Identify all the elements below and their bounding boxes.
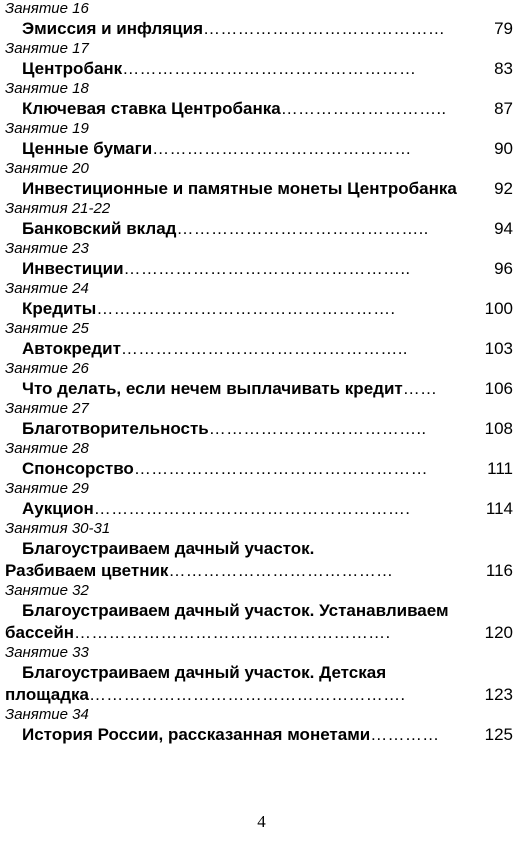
toc-line [0, 684, 523, 706]
toc-entry [0, 240, 523, 280]
toc-title [22, 662, 386, 684]
toc-title-text: Что делать, если нечем выплачивать кредит [22, 379, 403, 398]
lesson-label: Занятие 25 [5, 320, 89, 337]
toc-title-text: Центробанк [22, 59, 123, 78]
toc-line [0, 18, 523, 40]
toc-entry [0, 520, 523, 582]
toc-title [5, 684, 405, 706]
toc-title [22, 378, 437, 400]
toc-page-number: 106 [484, 379, 513, 398]
toc-line [0, 418, 523, 440]
lesson-label: Занятие 16 [5, 0, 89, 17]
toc-entry [0, 120, 523, 160]
toc-page-number: 79 [494, 19, 513, 38]
page-number: 4 [257, 812, 266, 831]
toc-leader-dots: ………………………………………………. [74, 623, 391, 642]
toc-leader-dots: …………………………………………… [133, 459, 428, 478]
toc-page-number: 111 [487, 459, 513, 478]
toc-title-text: Благоустраиваем дачный участок. Устанавливаем [22, 601, 449, 620]
toc-title [22, 338, 408, 360]
toc-title-text: Благоустраиваем дачный участок. [22, 539, 315, 558]
toc-leader-dots: ………………………………………….. [123, 259, 411, 278]
toc-page-number: 116 [485, 561, 513, 580]
toc-page-number: 100 [484, 299, 513, 318]
toc-entry [0, 280, 523, 320]
toc-line [0, 178, 523, 200]
toc-line [0, 662, 523, 684]
toc-line [0, 218, 523, 240]
toc-line [0, 724, 523, 746]
lesson-label: Занятие 20 [5, 160, 89, 177]
lesson-label: Занятие 23 [5, 240, 89, 257]
toc-page-number: 103 [484, 339, 513, 358]
toc-title [22, 418, 426, 440]
toc-entry [0, 582, 523, 644]
toc-title [22, 258, 410, 280]
toc-leader-dots: …… [402, 379, 438, 398]
toc-title-text: площадка [5, 685, 89, 704]
toc-entry [0, 40, 523, 80]
toc-title [22, 498, 410, 520]
toc-page-number: 120 [484, 623, 513, 642]
toc-title [22, 218, 429, 240]
toc-title-text: История России, рассказанная монетами [22, 725, 371, 744]
toc-line [0, 258, 523, 280]
toc-entry [0, 706, 523, 746]
toc-title-text: Спонсорство [22, 459, 134, 478]
toc-title [22, 298, 395, 320]
toc-leader-dots: ………………………………………….. [120, 339, 408, 358]
toc-page-number: 87 [494, 99, 513, 118]
toc-title-text: Ценные бумаги [22, 139, 153, 158]
toc-title [22, 538, 314, 560]
toc-line [0, 538, 523, 560]
toc-page-number: 114 [485, 499, 513, 518]
lesson-label: Занятие 17 [5, 40, 89, 57]
toc-title [22, 58, 416, 80]
lesson-label: Занятие 18 [5, 80, 89, 97]
toc-leader-dots: ……………………………………………. [96, 299, 396, 318]
toc-page-number: 83 [494, 59, 513, 78]
lesson-label: Занятие 26 [5, 360, 89, 377]
toc-title [22, 138, 412, 160]
toc-line [0, 338, 523, 360]
toc-title-text: Благоустраиваем дачный участок. Детская [22, 663, 387, 682]
toc-title [22, 178, 457, 200]
toc-line [0, 138, 523, 160]
toc-line [0, 58, 523, 80]
toc-leader-dots: ……………………………………… [152, 139, 412, 158]
toc-entry [0, 644, 523, 706]
toc-line [0, 560, 523, 582]
toc-title-text: Эмиссия и инфляция [22, 19, 204, 38]
toc-entry [0, 360, 523, 400]
toc-title [22, 458, 428, 480]
toc-line [0, 98, 523, 120]
toc-title [5, 622, 390, 644]
toc-leader-dots: ……………………….. [280, 99, 447, 118]
toc-title [5, 560, 393, 582]
lesson-label: Занятие 27 [5, 400, 89, 417]
toc-leader-dots: ………… [370, 725, 440, 744]
lesson-label: Занятия 21-22 [5, 200, 111, 217]
toc-title [22, 18, 445, 40]
toc-leader-dots: ………………………………………………. [89, 685, 406, 704]
lesson-label: Занятие 34 [5, 706, 89, 723]
toc-page-number: 125 [484, 725, 513, 744]
lesson-label: Занятия 30-31 [5, 520, 111, 537]
toc-page-number: 123 [484, 685, 513, 704]
toc-line [0, 622, 523, 644]
toc-title [22, 600, 449, 622]
toc-entry [0, 200, 523, 240]
toc-title-text: Аукцион [22, 499, 94, 518]
toc-line [0, 378, 523, 400]
toc-title-text: Инвестиции [22, 259, 124, 278]
toc-leader-dots: …………………………………….. [176, 219, 429, 238]
lesson-label: Занятие 32 [5, 582, 89, 599]
toc-leader-dots: ………………………………… [168, 561, 394, 580]
toc-title-text: Кредиты [22, 299, 97, 318]
toc-title-text: бассейн [5, 623, 75, 642]
toc-leader-dots: ………………………………………………. [93, 499, 411, 518]
toc-page-number: 92 [494, 179, 513, 198]
toc-entry [0, 160, 523, 200]
toc-title-text: Ключевая ставка Центробанка [22, 99, 281, 118]
toc-entry [0, 400, 523, 440]
toc-line [0, 458, 523, 480]
lesson-label: Занятие 29 [5, 480, 89, 497]
toc-page-number: 96 [494, 259, 513, 278]
toc-entry [0, 440, 523, 480]
toc-leader-dots: …………………………………… [203, 19, 446, 38]
toc-page-number: 94 [494, 219, 513, 238]
toc-page-number: 90 [494, 139, 513, 158]
toc-entry [0, 480, 523, 520]
lesson-label: Занятие 33 [5, 644, 89, 661]
toc-leader-dots: ……………………………….. [208, 419, 427, 438]
toc-line [0, 498, 523, 520]
lesson-label: Занятие 28 [5, 440, 89, 457]
toc-title-text: Банковский вклад [22, 219, 177, 238]
lesson-label: Занятие 24 [5, 280, 89, 297]
toc-title-text: Благотворительность [22, 419, 209, 438]
toc-page-number: 108 [484, 419, 513, 438]
toc-line [0, 298, 523, 320]
toc-title-text: Инвестиционные и памятные монеты Центробанка [22, 179, 457, 198]
toc-entry [0, 0, 523, 40]
toc-title-text: Разбиваем цветник [5, 561, 169, 580]
toc-leader-dots: …………………………………………… [122, 59, 417, 78]
toc-line [0, 600, 523, 622]
toc-title-text: Автокредит [22, 339, 121, 358]
toc-entry [0, 320, 523, 360]
toc-title [22, 98, 446, 120]
toc-title [22, 724, 439, 746]
toc-entry [0, 80, 523, 120]
lesson-label: Занятие 19 [5, 120, 89, 137]
